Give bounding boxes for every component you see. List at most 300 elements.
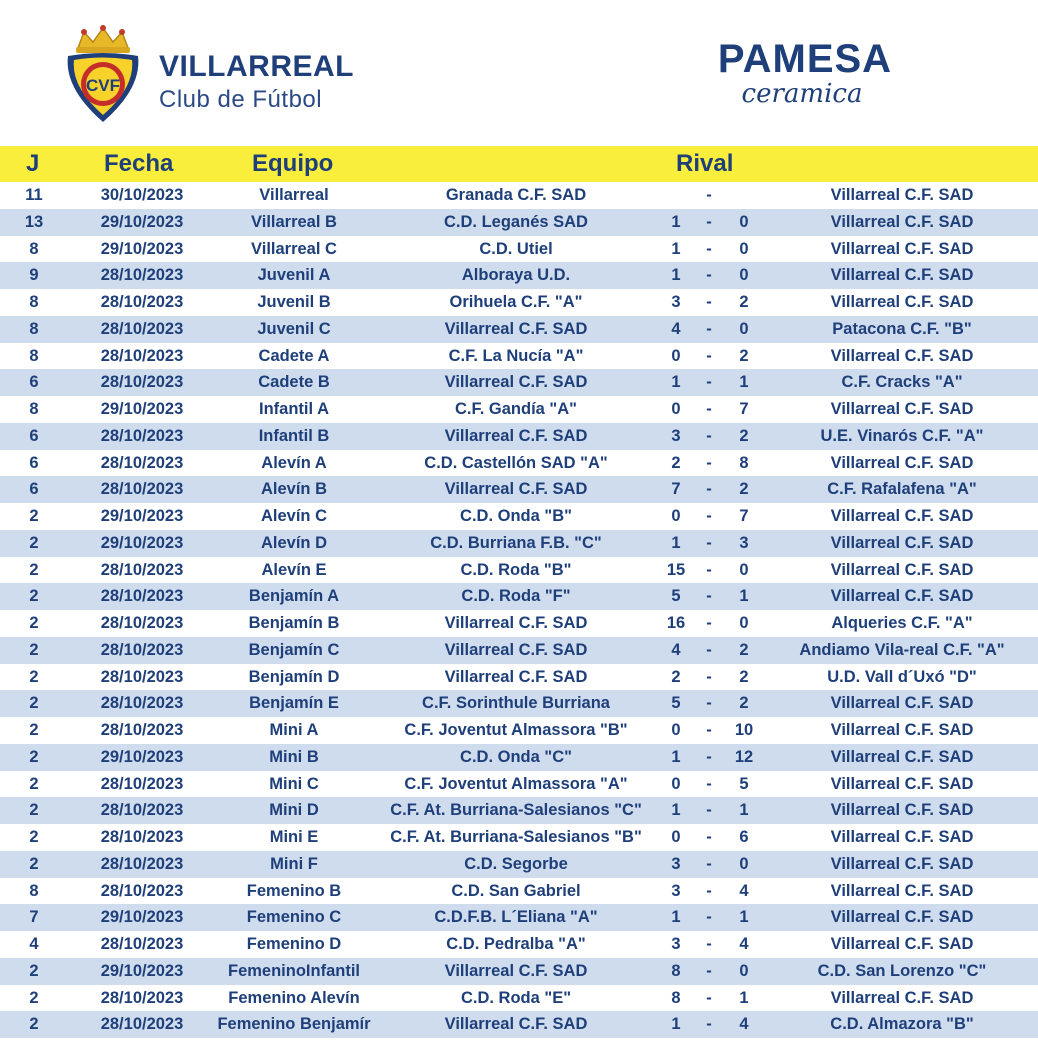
table-row	[0, 476, 1038, 503]
home-score-cell: 5	[671, 694, 681, 713]
home-score-cell: 3	[671, 293, 681, 311]
score-separator: -	[706, 373, 712, 392]
club-subtitle: Club de Fútbol	[159, 86, 323, 113]
team-cell: FemeninoInfantil	[228, 961, 360, 980]
date-cell: 29/10/2023	[100, 507, 184, 525]
svg-text:CVF: CVF	[86, 76, 120, 95]
home-team-cell: Villarreal C.F. SAD	[444, 667, 588, 686]
jornada-cell: 2	[29, 1015, 39, 1034]
pamesa-logo	[700, 36, 910, 110]
table-row	[0, 851, 1038, 878]
home-team-cell: C.F. Gandía "A"	[455, 400, 577, 418]
home-team-cell: C.D. Onda "C"	[460, 747, 572, 766]
team-cell: Mini C	[269, 774, 319, 793]
date-cell: 28/10/2023	[100, 640, 184, 659]
score-separator: -	[706, 266, 712, 285]
team-cell: Juvenil B	[257, 293, 331, 311]
score-separator: -	[706, 426, 712, 445]
svg-text:PAMESA: PAMESA	[717, 37, 893, 81]
home-team-cell: C.F. La Nucía "A"	[448, 346, 584, 365]
team-cell: Alevín A	[261, 453, 327, 472]
score-separator: -	[706, 453, 712, 472]
table-row	[0, 771, 1038, 798]
date-cell: 28/10/2023	[100, 266, 184, 285]
jornada-cell: 2	[29, 801, 39, 820]
date-cell: 29/10/2023	[100, 908, 184, 927]
away-team-cell: Villarreal C.F. SAD	[830, 935, 974, 953]
away-team-cell: Villarreal C.F. SAD	[830, 453, 974, 472]
away-score-cell: 1	[739, 801, 749, 820]
away-team-cell: C.D. Almazora "B"	[830, 1015, 974, 1034]
home-score-cell: 1	[671, 239, 681, 258]
away-score-cell: 10	[734, 721, 754, 739]
away-team-cell: C.D. San Lorenzo "C"	[817, 961, 987, 980]
score-separator: -	[706, 774, 712, 793]
home-score-cell: 3	[671, 854, 681, 873]
score-separator: -	[706, 667, 712, 686]
score-separator: -	[706, 560, 712, 579]
home-score-cell: 0	[671, 774, 681, 793]
home-score-cell: 4	[671, 319, 681, 338]
home-team-cell: C.F. Sorinthule Burriana	[422, 694, 610, 713]
table-row	[0, 664, 1038, 691]
away-team-cell: Villarreal C.F. SAD	[830, 212, 974, 231]
home-score-cell: 0	[671, 507, 681, 525]
date-cell: 29/10/2023	[100, 212, 184, 231]
jornada-cell: 7	[29, 908, 39, 927]
team-cell: Mini D	[269, 801, 319, 820]
home-score-cell: 1	[671, 533, 681, 552]
table-row	[0, 503, 1038, 530]
score-separator: -	[706, 533, 712, 552]
score-separator: -	[706, 587, 712, 606]
away-score-cell: 12	[734, 747, 754, 766]
team-cell: Benjamín A	[248, 587, 340, 606]
home-team-cell: C.D. Pedralba "A"	[446, 935, 586, 953]
table-row	[0, 904, 1038, 931]
away-team-cell: Villarreal C.F. SAD	[830, 774, 974, 793]
away-team-cell: Alqueries C.F. "A"	[831, 614, 973, 632]
jornada-cell: 4	[29, 935, 39, 953]
team-cell: Villarreal B	[251, 212, 337, 231]
away-team-cell: Patacona C.F. "B"	[832, 319, 972, 338]
team-cell: Alevín B	[260, 480, 328, 499]
away-score-cell: 4	[739, 881, 749, 900]
date-cell: 28/10/2023	[100, 560, 184, 579]
date-cell: 28/10/2023	[100, 1015, 184, 1034]
table-row	[0, 931, 1038, 958]
table-row	[0, 369, 1038, 396]
team-cell: Juvenil C	[257, 319, 331, 338]
date-cell: 28/10/2023	[100, 801, 184, 820]
away-score-cell: 1	[739, 908, 749, 927]
team-cell: Benjamín B	[248, 614, 340, 632]
away-score-cell: 2	[739, 426, 749, 445]
date-cell: 28/10/2023	[100, 774, 184, 793]
date-cell: 28/10/2023	[100, 346, 184, 365]
home-team-cell: C.D. Roda "B"	[460, 560, 572, 579]
jornada-cell: 6	[29, 480, 39, 499]
table-row	[0, 262, 1038, 289]
table-row	[0, 690, 1038, 717]
jornada-cell: 2	[29, 587, 39, 606]
away-team-cell: U.E. Vinarós C.F. "A"	[820, 426, 984, 445]
score-separator: -	[706, 988, 712, 1007]
home-team-cell: C.D. San Gabriel	[451, 881, 581, 900]
date-cell: 29/10/2023	[100, 747, 184, 766]
away-team-cell: Villarreal C.F. SAD	[830, 747, 974, 766]
home-team-cell: C.F. At. Burriana-Salesianos "B"	[390, 828, 642, 846]
table-row	[0, 209, 1038, 236]
jornada-cell: 6	[29, 373, 39, 392]
table-row	[0, 423, 1038, 450]
team-cell: Benjamín D	[248, 667, 340, 686]
home-score-cell: 8	[671, 961, 681, 980]
away-score-cell: 7	[739, 507, 749, 525]
table-row	[0, 182, 1038, 209]
home-score-cell: 15	[666, 560, 686, 579]
col-j: J	[26, 150, 40, 177]
home-score-cell: 3	[671, 881, 681, 900]
home-score-cell: 1	[671, 373, 681, 392]
away-team-cell: Villarreal C.F. SAD	[830, 560, 974, 579]
home-team-cell: Villarreal C.F. SAD	[444, 640, 588, 659]
table-row	[0, 797, 1038, 824]
home-score-cell: 3	[671, 935, 681, 953]
date-cell: 29/10/2023	[100, 533, 184, 552]
jornada-cell: 8	[29, 319, 39, 338]
table-row	[0, 343, 1038, 370]
home-score-cell: 2	[671, 453, 681, 472]
jornada-cell: 2	[29, 747, 39, 766]
away-team-cell: Villarreal C.F. SAD	[830, 694, 974, 713]
header	[0, 0, 1038, 146]
home-score-cell: 2	[671, 667, 681, 686]
date-cell: 29/10/2023	[100, 400, 184, 418]
away-team-cell: Andiamo Vila-real C.F. "A"	[799, 640, 1005, 659]
jornada-cell: 2	[29, 694, 39, 713]
jornada-cell: 8	[29, 881, 39, 900]
score-separator: -	[706, 747, 712, 766]
jornada-cell: 2	[29, 721, 39, 739]
jornada-cell: 2	[29, 854, 39, 873]
away-score-cell: 5	[739, 774, 749, 793]
date-cell: 28/10/2023	[100, 721, 184, 739]
score-separator: -	[706, 854, 712, 873]
home-team-cell: Granada C.F. SAD	[445, 186, 587, 204]
team-cell: Femenino B	[246, 881, 342, 900]
home-score-cell: 1	[671, 212, 681, 231]
away-score-cell: 2	[739, 640, 749, 659]
team-cell: Alevín D	[260, 533, 328, 552]
jornada-cell: 2	[29, 961, 39, 980]
home-team-cell: C.F. Joventut Almassora "B"	[404, 721, 628, 739]
date-cell: 28/10/2023	[100, 614, 184, 632]
home-team-cell: C.D. Utiel	[479, 239, 553, 258]
away-score-cell: 0	[739, 854, 749, 873]
table-row	[0, 744, 1038, 771]
home-team-cell: C.D. Segorbe	[464, 854, 568, 873]
date-cell: 28/10/2023	[100, 935, 184, 953]
home-team-cell: Villarreal C.F. SAD	[444, 373, 588, 392]
date-cell: 28/10/2023	[100, 988, 184, 1007]
away-team-cell: Villarreal C.F. SAD	[830, 587, 974, 606]
away-score-cell: 3	[739, 533, 749, 552]
score-separator: -	[706, 721, 712, 739]
away-score-cell: 4	[739, 1015, 749, 1034]
team-cell: Juvenil A	[257, 266, 331, 285]
home-team-cell: C.D. Onda "B"	[460, 507, 572, 525]
home-score-cell: 0	[671, 721, 681, 739]
home-team-cell: Alboraya U.D.	[461, 266, 571, 285]
date-cell: 28/10/2023	[100, 694, 184, 713]
table-row	[0, 824, 1038, 851]
table-row	[0, 289, 1038, 316]
table-row	[0, 583, 1038, 610]
table-row	[0, 557, 1038, 584]
home-score-cell: 1	[671, 801, 681, 820]
date-cell: 28/10/2023	[100, 828, 184, 846]
jornada-cell: 11	[25, 186, 43, 204]
home-team-cell: Villarreal C.F. SAD	[444, 961, 588, 980]
jornada-cell: 2	[29, 533, 39, 552]
home-score-cell: 1	[671, 908, 681, 927]
villarreal-crest-icon	[56, 22, 150, 126]
home-team-cell: Villarreal C.F. SAD	[444, 319, 588, 338]
jornada-cell: 2	[29, 640, 39, 659]
table-row	[0, 450, 1038, 477]
home-team-cell: C.D. Roda "F"	[461, 587, 571, 606]
away-score-cell: 8	[739, 453, 749, 472]
away-team-cell: Villarreal C.F. SAD	[830, 346, 974, 365]
table-row	[0, 637, 1038, 664]
date-cell: 29/10/2023	[100, 961, 184, 980]
jornada-cell: 9	[29, 266, 39, 285]
team-cell: Mini A	[269, 721, 319, 739]
team-cell: Femenino D	[246, 935, 342, 953]
table-row	[0, 236, 1038, 263]
jornada-cell: 2	[29, 774, 39, 793]
date-cell: 28/10/2023	[100, 854, 184, 873]
jornada-cell: 6	[29, 426, 39, 445]
score-separator: -	[706, 293, 712, 311]
jornada-cell: 8	[29, 239, 39, 258]
table-row	[0, 878, 1038, 905]
jornada-cell: 13	[24, 212, 44, 231]
date-cell: 28/10/2023	[100, 426, 184, 445]
home-team-cell: Villarreal C.F. SAD	[444, 480, 588, 499]
away-team-cell: Villarreal C.F. SAD	[830, 239, 974, 258]
score-separator: -	[706, 881, 712, 900]
date-cell: 28/10/2023	[100, 881, 184, 900]
home-score-cell: 1	[671, 266, 681, 285]
home-score-cell: 0	[671, 346, 681, 365]
score-separator: -	[706, 1015, 712, 1034]
team-cell: Femenino C	[246, 908, 342, 927]
table-row	[0, 530, 1038, 557]
team-cell: Femenino Benjamír	[217, 1015, 371, 1034]
away-team-cell: Villarreal C.F. SAD	[830, 801, 974, 820]
home-score-cell: 8	[671, 988, 681, 1007]
home-score-cell: 1	[671, 1015, 681, 1034]
away-score-cell: 2	[739, 667, 749, 686]
date-cell: 28/10/2023	[100, 293, 184, 311]
score-separator: -	[706, 828, 712, 846]
results-table	[0, 146, 1038, 1038]
away-score-cell: 0	[739, 212, 749, 231]
jornada-cell: 2	[29, 828, 39, 846]
jornada-cell: 2	[29, 560, 39, 579]
jornada-cell: 8	[29, 293, 39, 311]
score-separator: -	[706, 961, 712, 980]
score-separator: -	[706, 935, 712, 953]
away-team-cell: Villarreal C.F. SAD	[830, 507, 974, 525]
table-row	[0, 958, 1038, 985]
table-body	[0, 182, 1038, 1038]
away-score-cell: 1	[739, 587, 749, 606]
away-team-cell: C.F. Cracks "A"	[841, 373, 963, 392]
date-cell: 28/10/2023	[100, 453, 184, 472]
svg-text:ceramica: ceramica	[741, 79, 863, 109]
away-score-cell: 0	[739, 239, 749, 258]
away-score-cell: 2	[739, 293, 749, 311]
away-score-cell: 0	[739, 614, 749, 632]
away-team-cell: U.D. Vall d´Uxó "D"	[827, 667, 977, 686]
away-team-cell: Villarreal C.F. SAD	[830, 828, 974, 846]
away-score-cell: 2	[739, 346, 749, 365]
home-team-cell: Villarreal C.F. SAD	[444, 614, 588, 632]
team-cell: Villarreal	[259, 186, 329, 204]
score-separator: -	[706, 212, 712, 231]
away-score-cell: 2	[739, 694, 749, 713]
away-team-cell: Villarreal C.F. SAD	[830, 266, 974, 285]
team-cell: Villarreal C	[251, 239, 337, 258]
home-team-cell: C.D.F.B. L´Eliana "A"	[434, 908, 598, 927]
away-score-cell: 0	[739, 961, 749, 980]
team-cell: Benjamín E	[249, 694, 339, 713]
score-separator: -	[706, 346, 712, 365]
away-team-cell: Villarreal C.F. SAD	[830, 186, 974, 204]
away-team-cell: C.F. Rafalafena "A"	[827, 480, 977, 499]
jornada-cell: 2	[29, 507, 39, 525]
score-separator: -	[706, 400, 712, 418]
away-score-cell: 0	[739, 560, 749, 579]
home-team-cell: Villarreal C.F. SAD	[444, 426, 588, 445]
team-cell: Cadete B	[258, 373, 330, 392]
score-separator: -	[706, 614, 712, 632]
away-score-cell: 6	[739, 828, 749, 846]
score-separator: -	[706, 239, 712, 258]
table-row	[0, 396, 1038, 423]
date-cell: 28/10/2023	[100, 587, 184, 606]
jornada-cell: 6	[29, 453, 39, 472]
col-fecha: Fecha	[104, 150, 174, 177]
away-team-cell: Villarreal C.F. SAD	[830, 533, 974, 552]
table-header	[0, 146, 1038, 182]
team-cell: Alevín E	[261, 560, 327, 579]
away-score-cell: 2	[739, 480, 749, 499]
home-score-cell: 0	[671, 828, 681, 846]
jornada-cell: 8	[29, 346, 39, 365]
score-separator: -	[706, 908, 712, 927]
away-score-cell: 1	[739, 988, 749, 1007]
jornada-cell: 2	[29, 667, 39, 686]
away-team-cell: Villarreal C.F. SAD	[830, 293, 974, 311]
date-cell: 28/10/2023	[100, 480, 184, 499]
club-name: VILLARREAL	[159, 50, 354, 83]
home-score-cell: 5	[671, 587, 681, 606]
home-score-cell: 7	[671, 480, 681, 499]
jornada-cell: 8	[29, 400, 39, 418]
team-cell: Femenino Alevín	[228, 988, 360, 1007]
score-separator: -	[706, 319, 712, 338]
col-equipo: Equipo	[252, 150, 334, 177]
home-team-cell: C.D. Roda "E"	[460, 988, 572, 1007]
home-score-cell: 4	[671, 640, 681, 659]
away-score-cell: 0	[739, 319, 749, 338]
home-score-cell: 16	[666, 614, 686, 632]
date-cell: 28/10/2023	[100, 667, 184, 686]
away-score-cell: 7	[739, 400, 749, 418]
date-cell: 29/10/2023	[100, 239, 184, 258]
table-row	[0, 316, 1038, 343]
away-team-cell: Villarreal C.F. SAD	[830, 988, 974, 1007]
away-score-cell: 0	[739, 266, 749, 285]
score-separator: -	[706, 480, 712, 499]
away-team-cell: Villarreal C.F. SAD	[830, 854, 974, 873]
team-cell: Benjamín C	[248, 640, 340, 659]
away-team-cell: Villarreal C.F. SAD	[830, 721, 974, 739]
home-team-cell: C.F. Joventut Almassora "A"	[404, 774, 628, 793]
home-team-cell: C.D. Castellón SAD "A"	[424, 453, 608, 472]
away-team-cell: Villarreal C.F. SAD	[830, 908, 974, 927]
away-team-cell: Villarreal C.F. SAD	[830, 400, 974, 418]
home-team-cell: C.D. Burriana F.B. "C"	[430, 533, 602, 552]
score-separator: -	[706, 186, 712, 204]
team-cell: Infantil B	[258, 426, 330, 445]
team-cell: Cadete A	[258, 346, 330, 365]
jornada-cell: 2	[29, 614, 39, 632]
away-score-cell: 1	[739, 373, 749, 392]
home-score-cell: 1	[671, 747, 681, 766]
home-team-cell: Villarreal C.F. SAD	[444, 1015, 588, 1034]
jornada-cell: 2	[29, 988, 39, 1007]
score-separator: -	[706, 640, 712, 659]
date-cell: 28/10/2023	[100, 373, 184, 392]
away-score-cell: 4	[739, 935, 749, 953]
table-row	[0, 610, 1038, 637]
away-team-cell: Villarreal C.F. SAD	[830, 881, 974, 900]
table-row	[0, 1011, 1038, 1038]
date-cell: 28/10/2023	[100, 319, 184, 338]
score-separator: -	[706, 694, 712, 713]
date-cell: 30/10/2023	[100, 186, 184, 204]
table-row	[0, 985, 1038, 1012]
home-team-cell: Orihuela C.F. "A"	[449, 293, 583, 311]
team-cell: Mini B	[269, 747, 319, 766]
team-cell: Infantil A	[259, 400, 329, 418]
team-cell: Mini E	[269, 828, 319, 846]
score-separator: -	[706, 507, 712, 525]
home-score-cell: 3	[671, 426, 681, 445]
table-row	[0, 717, 1038, 744]
team-cell: Alevín C	[260, 507, 328, 525]
home-team-cell: C.F. At. Burriana-Salesianos "C"	[390, 801, 642, 820]
score-separator: -	[706, 801, 712, 820]
team-cell: Mini F	[270, 854, 318, 873]
col-rival: Rival	[676, 150, 734, 177]
home-score-cell: 0	[671, 400, 681, 418]
